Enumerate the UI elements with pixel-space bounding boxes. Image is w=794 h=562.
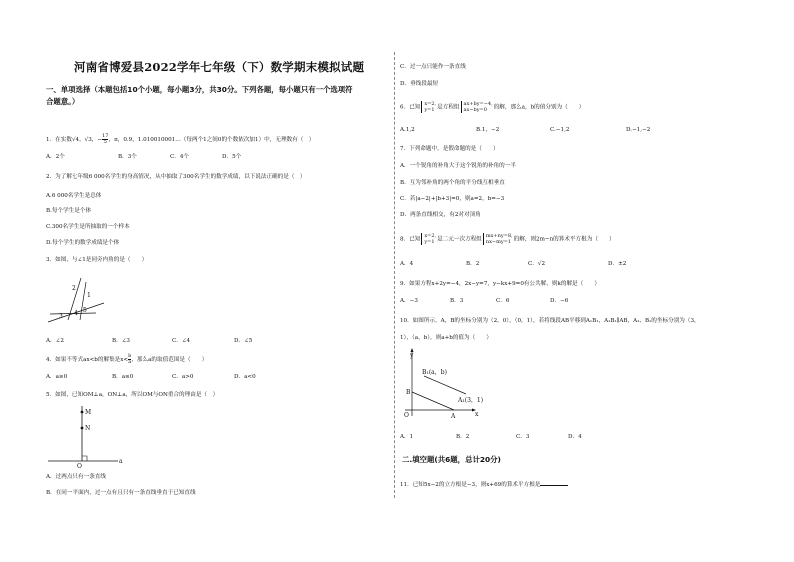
q5-label-m: M [85, 409, 92, 416]
q9-option-a[interactable]: A．−3 [400, 298, 418, 304]
q10-stem-line2: 1），（a，b），则a+b的值为（ ） [400, 335, 492, 341]
q10-stem-line1: 10．如图所示，A，B的坐标分别为（2，0），（0，1），若将线段AB平移到A₁B₁，A₁B₁∥AB，A₁、B₁的坐标分别为（3， [400, 318, 700, 324]
q4-frac-num: b [128, 353, 132, 359]
q6-option-b[interactable]: B.1，−2 [476, 127, 500, 133]
q5-point-m [81, 411, 84, 414]
q4-option-a[interactable]: A．a≥0 [46, 374, 68, 380]
q3-label-1: 1 [87, 292, 91, 299]
right-column [400, 0, 760, 562]
q5-label-a: a [119, 458, 123, 465]
q5-stem: 5．如图，已知OM⊥a，ON⊥a，所以OM与ON重合的理由是（ ） [46, 392, 219, 398]
q5-point-n [81, 427, 84, 430]
q8-option-c[interactable]: C．√2 [528, 261, 545, 267]
section2-heading: 二.填空题(共6题，总计20分) [402, 455, 501, 464]
q3-label-5: 5 [83, 307, 87, 314]
q5-option-d[interactable]: D．垂线段最短 [400, 81, 439, 87]
q4-frac-den: a [128, 359, 132, 365]
q10-option-d[interactable]: D．4 [568, 434, 582, 440]
q10-option-a[interactable]: A．1 [400, 434, 414, 440]
q8-option-d[interactable]: D．±2 [608, 261, 627, 267]
q8-option-a[interactable]: A．4 [400, 261, 414, 267]
q6-post: 的解，那么a，b的值分别为（ ） [493, 104, 585, 111]
column-divider [394, 52, 395, 498]
q8-system-2 [483, 233, 513, 245]
q6-pre: 6．已知 [400, 104, 421, 111]
q3-label-3: 3 [59, 313, 63, 320]
q1-rest: ，π，0.9，1.010010001…（每两个1之间0的个数依次加1）中，无理数有（ ） [108, 137, 315, 143]
q1-sqrt4: √4 [71, 137, 80, 143]
q3-label-4: 4 [74, 310, 78, 317]
q8-s1-line1: x=2, [424, 233, 437, 239]
q8-post: 的解，则2m−n的算术平方根为（ ） [513, 236, 615, 243]
q1-option-d[interactable]: D．5个 [222, 154, 242, 160]
q2-stem: 2．为了解七年级6 000名学生的身高情况，从中抽取了300名学生的数学成绩，以下说法正确的是（ ） [46, 174, 306, 180]
q10-label-b: B [406, 389, 411, 396]
exam-title: 河南省博爱县2022学年七年级（下）数学期末模拟试题 [74, 60, 365, 74]
q1-prefix: 1．在实数 [46, 137, 72, 143]
q9-option-b[interactable]: B．3 [450, 298, 464, 304]
left-column [46, 0, 388, 562]
q6-system-2 [461, 101, 493, 113]
q11-answer-blank[interactable] [540, 485, 568, 486]
q2-option-a[interactable]: A.6 000名学生是总体 [46, 193, 102, 199]
q10-label-a1: A₁(3，1) [458, 397, 484, 404]
q3-option-c[interactable]: C．∠4 [172, 338, 191, 344]
q1-option-a[interactable]: A．2个 [46, 154, 65, 160]
q5-label-o: O [77, 463, 82, 470]
q10-label-x: x [475, 411, 479, 418]
q8-s2-line1: mx+ny=8, [485, 233, 513, 239]
q3-option-b[interactable]: B．∠3 [112, 338, 130, 344]
q6-s2-line2: ax−by=0 [463, 107, 487, 113]
q4-option-c[interactable]: C．a>0 [172, 374, 194, 380]
q4-stem [46, 354, 207, 365]
q3-stem: 3．如图，与∠1是同旁内角的是（ ） [46, 257, 148, 263]
q1-frac-den: 5 [103, 139, 107, 145]
q1-frac-num: 17 [102, 133, 109, 139]
q7-option-a[interactable]: A．一个锐角的补角大于这个锐角的补角的一半 [400, 163, 516, 169]
section1-heading: 一、单项选择（本题包括10个小题，每小题3分，共30分。下列各题，每小题只有一个选项符 [46, 85, 353, 94]
q10-segment-ab [412, 392, 454, 410]
q6-s1-line2: y=1 [424, 107, 435, 113]
q10-figure [400, 346, 484, 424]
q6-option-d[interactable]: D.−1,−2 [626, 127, 651, 133]
q5-label-n: N [85, 425, 91, 432]
q8-s1-line2: y=1 [424, 239, 435, 245]
q10-option-c[interactable]: C．3 [516, 434, 530, 440]
q1-option-b[interactable]: B．3个 [118, 154, 137, 160]
q1-option-c[interactable]: C．4个 [170, 154, 190, 160]
section1-heading-cont: 合题意。） [46, 97, 80, 106]
q10-label-b1: B₁(a，b) [422, 369, 447, 376]
q5-figure [46, 404, 142, 470]
q7-option-d[interactable]: D．两条直线相交，有2对对顶角 [400, 212, 481, 218]
q4-option-d[interactable]: D．a<0 [234, 374, 256, 380]
q10-label-a: A [451, 413, 456, 420]
q9-option-d[interactable]: D．−6 [550, 298, 569, 304]
q5-option-b[interactable]: B．在同一平面内，过一点有且只有一条直线垂直于已知直线 [46, 490, 196, 496]
q8-s2-line2: nx−my=1 [485, 239, 512, 245]
q8-system-1 [421, 233, 436, 245]
q1-stem: 1．在实数√4，√3，− $\frac{17}{5}$，π，0.9，1.010010001…（每两个1之间0的个数依次加1）中，无理数有（ ） [46, 133, 315, 145]
q3-line-right [80, 282, 86, 320]
q4-stem-b: ，那么a的取值范围是（ ） [131, 357, 208, 363]
q5-option-a[interactable]: A．过两点只有一条直线 [46, 474, 106, 480]
q6-s2-line1: ax+by=−4, [463, 101, 493, 107]
q3-line-mid [50, 313, 96, 314]
q2-option-d[interactable]: D.每个学生的数学成绩是个体 [46, 240, 120, 246]
q9-option-c[interactable]: C．6 [496, 298, 510, 304]
q8-mid: 是二元一次方程组 [437, 236, 482, 243]
q10-label-o: O [404, 412, 409, 419]
q3-label-2: 2 [72, 285, 76, 292]
q6-stem [400, 101, 585, 113]
q2-option-c[interactable]: C.300名学生是所抽取的一个样本 [46, 224, 130, 230]
q1-sqrt3: √3 [84, 137, 92, 143]
q11-stem [400, 482, 568, 489]
q8-pre: 8．已知 [400, 236, 421, 243]
q10-segment-a1b1 [424, 376, 466, 394]
q6-option-a[interactable]: A.1,2 [400, 127, 415, 133]
q6-mid: 是方程组 [437, 104, 460, 111]
q3-figure [46, 276, 106, 326]
q1-minus: − [97, 137, 103, 143]
q3-option-a[interactable]: A．∠2 [46, 338, 64, 344]
q11-text: 11．已知5x−2的立方根是−3，则x+69的算术平方根是 [400, 482, 541, 488]
q4-option-b[interactable]: B．a≤0 [112, 374, 134, 380]
q7-stem: 7．下列命题中，是假命题的是（ ） [400, 146, 499, 152]
q3-option-d[interactable]: D．∠5 [234, 338, 253, 344]
q4-stem-a: 4．如果不等式ax<b的解集是x< [46, 357, 129, 363]
q5-right-angle [82, 456, 87, 461]
q6-system-1 [421, 101, 436, 113]
q9-stem: 9．如果方程x+2y=−4，2x−y=7，y−kx+9=0有公共解，则k的解是（ ） [400, 281, 601, 287]
q6-option-c[interactable]: C.−1,2 [550, 127, 570, 133]
q6-s1-line1: x=2, [424, 101, 437, 107]
q2-option-b[interactable]: B.每个学生是个体 [46, 208, 92, 214]
q8-stem [400, 233, 615, 245]
q7-option-b[interactable]: B．互为邻补角的两个角的平分线互相垂直 [400, 180, 505, 186]
q7-option-c[interactable]: C．若|a−2|+|b+3|=0，则a=2，b=−3 [400, 196, 505, 202]
q8-option-b[interactable]: B．2 [466, 261, 480, 267]
q10-option-b[interactable]: B．2 [456, 434, 470, 440]
q5-option-c[interactable]: C．过一点只能作一条直线 [400, 64, 466, 70]
q10-label-y: y [410, 352, 414, 359]
